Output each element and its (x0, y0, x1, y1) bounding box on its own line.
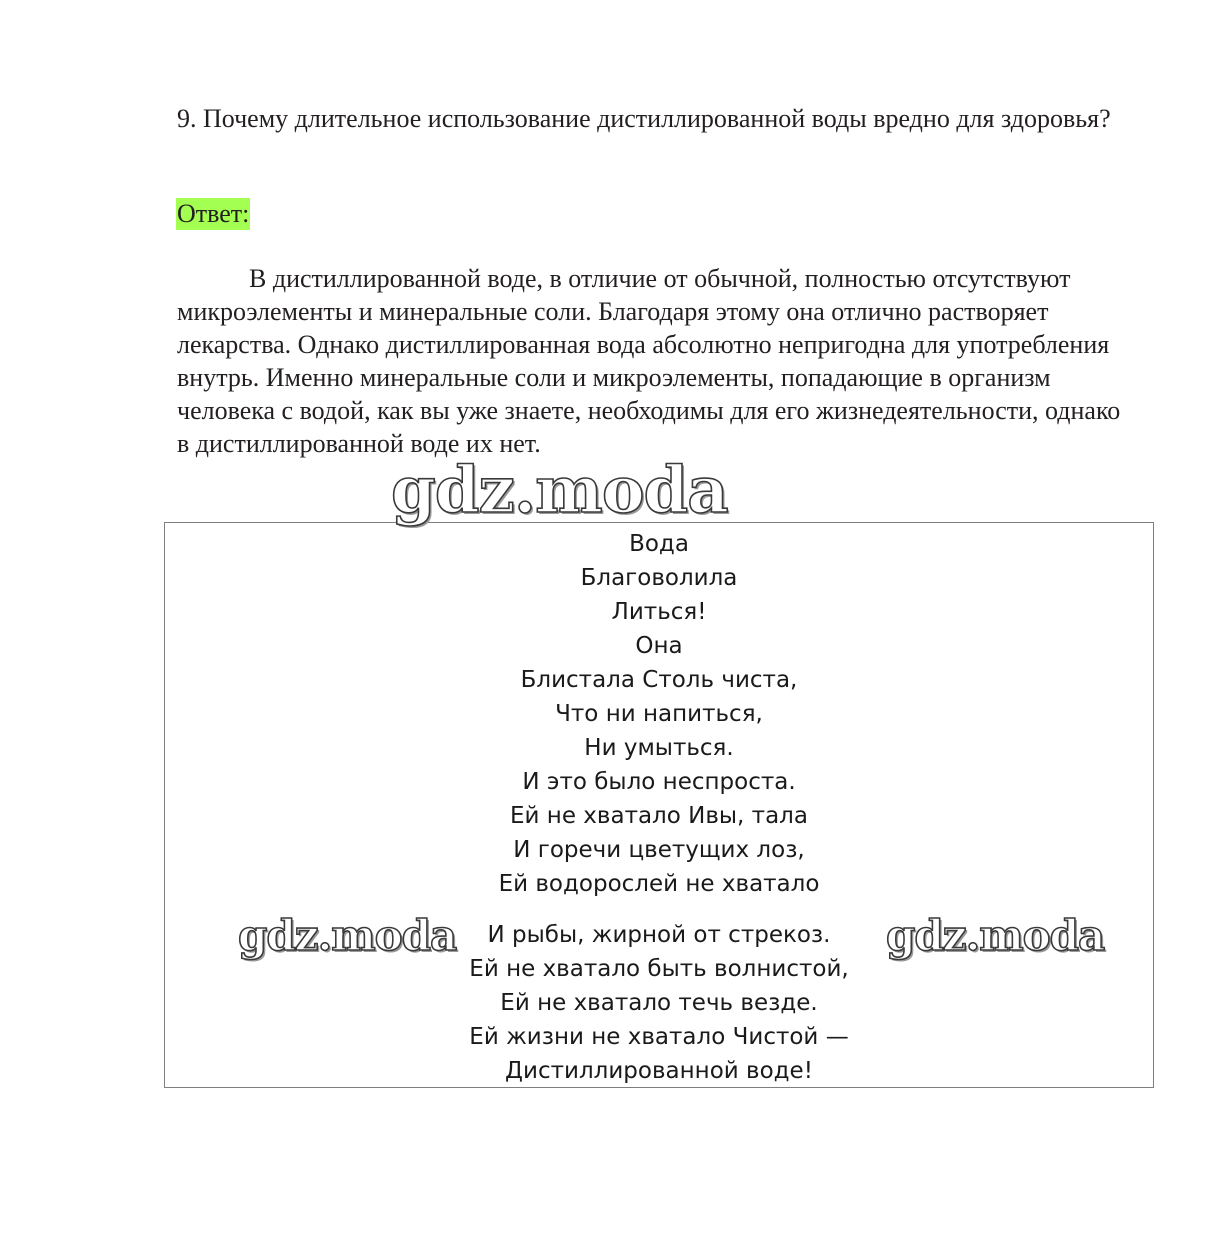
watermark-logo: gdz.moda (391, 453, 728, 528)
poem-line: Ей жизни не хватало Чистой — (469, 1024, 849, 1050)
poem-line: Блистала Столь чиста, (520, 667, 798, 693)
poem-line: Что ни напиться, (555, 701, 763, 727)
poem-line: Благоволила (580, 565, 738, 591)
watermark-logo: gdz.moda (886, 911, 1105, 960)
answer-text: В дистиллированной воде, в отличие от обычной, полностью отсутствуют микроэлементы и минеральные соли. Благодаря этому она отлично растворяет лекарства. Однако дистиллированная вода абсолютно непригодна для употребления внутрь. Именно минеральные соли и микроэлементы, попадающие в организм человека с водой, как вы уже знаете, необходимы для его жизнедеятельности, однако в дистиллированной воде их нет. (177, 264, 1121, 458)
poem-line: Ей не хватало течь везде. (500, 990, 818, 1016)
question-text: 9. Почему длительное использование дистиллированной воды вредно для здоровья? (177, 104, 1111, 133)
poem-box (164, 522, 1154, 1088)
poem-line: Ей водорослей не хватало (498, 871, 820, 897)
poem-line: Ей не хватало Ивы, тала (510, 803, 808, 829)
poem-line: Дистиллированной воде! (505, 1058, 813, 1084)
watermark-logo: gdz.moda (238, 911, 457, 960)
poem-line: Ей не хватало быть волнистой, (469, 956, 849, 982)
answer-label: Ответ: (177, 199, 250, 228)
poem-line: Вода (629, 531, 689, 557)
poem-line: Литься! (611, 599, 707, 625)
poem-line: И это было неспроста. (522, 769, 796, 795)
poem-line: Ни умыться. (584, 735, 734, 761)
poem-line: И горечи цветущих лоз, (513, 837, 805, 863)
poem-line: Она (635, 633, 683, 659)
poem-line: И рыбы, жирной от стрекоз. (487, 922, 831, 948)
